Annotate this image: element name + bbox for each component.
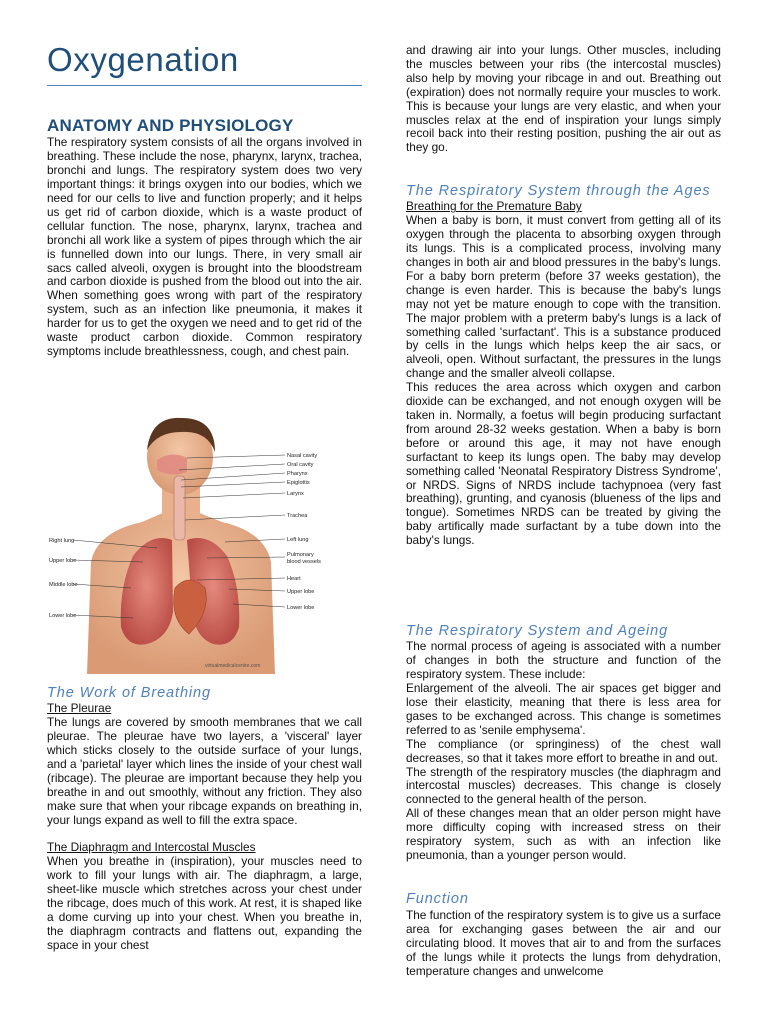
label-nasal-cavity: Nasal cavity xyxy=(287,453,318,459)
ageing-section xyxy=(406,623,721,863)
label-upper-lobe-left: Upper lobe xyxy=(49,558,77,564)
premature-baby-heading: Breathing for the Premature Baby xyxy=(406,199,582,214)
premature-paragraph-2: This reduces the area across which oxygen and carbon dioxide can be exchanged, and not enough oxygen will be taken in. Normally, a foetus will begin producing surfactant from around 28-32 weeks gestation. When a baby is born before or around this age, it may not have enough surfactant to keep its lungs open. The baby may develop something called 'Neonatal Respiratory Distress Syndrome', or NRDS. Signs of NRDS include tachypnoea (very fast breathing), grunting, and cyanosis (blueness of the lips and tongue). Sometimes NRDS can be treated by giving the baby artifically made surfactant by a tube down into the baby's lungs. xyxy=(406,380,721,548)
label-oral-cavity: Oral cavity xyxy=(287,462,314,468)
function-heading: Function xyxy=(406,891,469,907)
label-pharynx: Pharynx xyxy=(287,471,308,477)
figure-credit: virtualmedicalcentre.com xyxy=(205,663,261,669)
label-blood-vessels: blood vessels xyxy=(287,559,321,565)
nasal-cavity-shape xyxy=(157,454,187,474)
ageing-paragraph-2: Enlargement of the alveoli. The air spaces get bigger and lose their elasticity, meaning that there is less area for gases to be exchanged across. This change is sometimes referred to as 'senile emphysema'. xyxy=(406,681,721,737)
function-section xyxy=(406,891,721,979)
label-heart: Heart xyxy=(287,576,301,582)
ages-section xyxy=(406,183,721,548)
title-underline xyxy=(47,85,362,86)
label-epiglottis: Epiglottis xyxy=(287,480,310,486)
ageing-paragraph-3: The compliance (or springiness) of the chest wall decreases, so that it takes more effort to breathe in and out. xyxy=(406,736,721,765)
work-of-breathing-section xyxy=(47,685,362,953)
ageing-paragraph-5: All of these changes mean that an older person might have more difficulty coping with increased stress on their respiratory system, such as with an infection like pneumonia, than a younger person would. xyxy=(406,806,721,862)
pleurae-paragraph: The lungs are covered by smooth membranes that we call pleurae. The pleurae have two layers, a 'visceral' layer which sticks closely to the outside surface of your lungs, and a 'parietal' layer which lines the inside of your chest wall (ribcage). The pleurae are important because they help you breathe in and out smoothly, without any friction. They also make sure that when your ribcage expands on breathing in, your lungs expand as well to fill the extra space. xyxy=(47,715,362,827)
breathing-continuation xyxy=(406,44,721,155)
ages-heading: The Respiratory System through the Ages xyxy=(406,183,711,199)
diaphragm-heading: The Diaphragm and Intercostal Muscles xyxy=(47,840,256,855)
label-trachea: Trachea xyxy=(287,513,308,519)
label-middle-lobe: Middle lobe xyxy=(49,582,78,588)
work-of-breathing-heading: The Work of Breathing xyxy=(47,685,211,701)
label-right-lung: Right lung xyxy=(49,538,75,544)
label-pulmonary: Pulmonary xyxy=(287,552,314,558)
diaphragm-paragraph: When you breathe in (inspiration), your muscles need to work to fill your lungs with air. The diaphragm, a large, sheet-like muscle which stretches across your chest under the ribcage, does much of this work. At rest, it is shaped like a dome curving up into your chest. When you breathe in, the diaphragm contracts and flattens out, expanding the space in your chest xyxy=(47,854,362,952)
label-lower-lobe-left: Lower lobe xyxy=(49,613,77,619)
label-left-lung: Left lung xyxy=(287,537,309,543)
anatomy-heading: ANATOMY AND PHYSIOLOGY xyxy=(47,116,294,135)
anatomy-paragraph: The respiratory system consists of all the organs involved in breathing. These include the nose, pharynx, larynx, trachea, bronchi and lungs. The respiratory system does two very important things: it brings oxygen into our bodies, which we need for our cells to live and function properly; and it helps us get rid of carbon dioxide, which is a waste product of cellular function. The nose, pharynx, larynx, trachea and bronchi all work like a system of pipes through which the air is funnelled down into our lungs. There, in very small air sacs called alveoli, oxygen is brought into the bloodstream and carbon dioxide is pushed from the blood out into the air. When something goes wrong with part of the respiratory system, such as an infection like pneumonia, it makes it harder for us to get the oxygen we need and to get rid of the waste product carbon dioxide. Common respiratory symptoms include breathlessness, cough, and chest pain. xyxy=(47,135,362,358)
trachea-shape xyxy=(174,476,185,540)
respiratory-diagram xyxy=(47,412,362,674)
premature-paragraph-1: When a baby is born, it must convert from getting all of its oxygen through the placenta to absorbing oxygen through its lungs. This is a complicated process, involving many changes in both air and blood pressures in the baby's lungs. For a baby born preterm (before 37 weeks gestation), the change is even harder. This is because the baby's lungs may not yet be mature enough to cope with the transition. The major problem with a preterm baby's lungs is a lack of something called 'surfactant'. This is a substance produced by cells in the lungs which helps keep the air sacs, or alveoli, open. Without surfactant, the pressures in the lungs change and the smaller alveoli collapse. xyxy=(406,213,721,381)
continuation-paragraph: and drawing air into your lungs. Other muscles, including the muscles between your ribs (the intercostal muscles) also help by moving your ribcage in and out. Breathing out (expiration) does not normally require your muscles to work. This is because your lungs are very elastic, and when your muscles relax at the end of inspiration your lungs simply recoil back into their resting position, pushing the air out as they go. xyxy=(406,43,721,155)
ageing-paragraph-4: The strength of the respiratory muscles (the diaphragm and intercostal muscles) decreases. This change is closely connected to the general health of the person. xyxy=(406,764,721,807)
ageing-paragraph-1: The normal process of ageing is associated with a number of changes in both the structure and function of the respiratory system. These include: xyxy=(406,639,721,682)
label-larynx: Larynx xyxy=(287,491,304,497)
ageing-heading: The Respiratory System and Ageing xyxy=(406,623,669,639)
respiratory-system-figure xyxy=(47,412,362,674)
label-lower-lobe-right: Lower lobe xyxy=(287,605,315,611)
function-paragraph: The function of the respiratory system is to give us a surface area for exchanging gases between the air and our circulating blood. It moves that air to and from the surfaces of the lungs while it protects the lungs from dehydration, temperature changes and unwelcome xyxy=(406,908,721,979)
anatomy-section xyxy=(47,116,362,359)
pleurae-heading: The Pleurae xyxy=(47,701,112,716)
page-title: Oxygenation xyxy=(47,41,239,78)
label-upper-lobe-right: Upper lobe xyxy=(287,589,315,595)
